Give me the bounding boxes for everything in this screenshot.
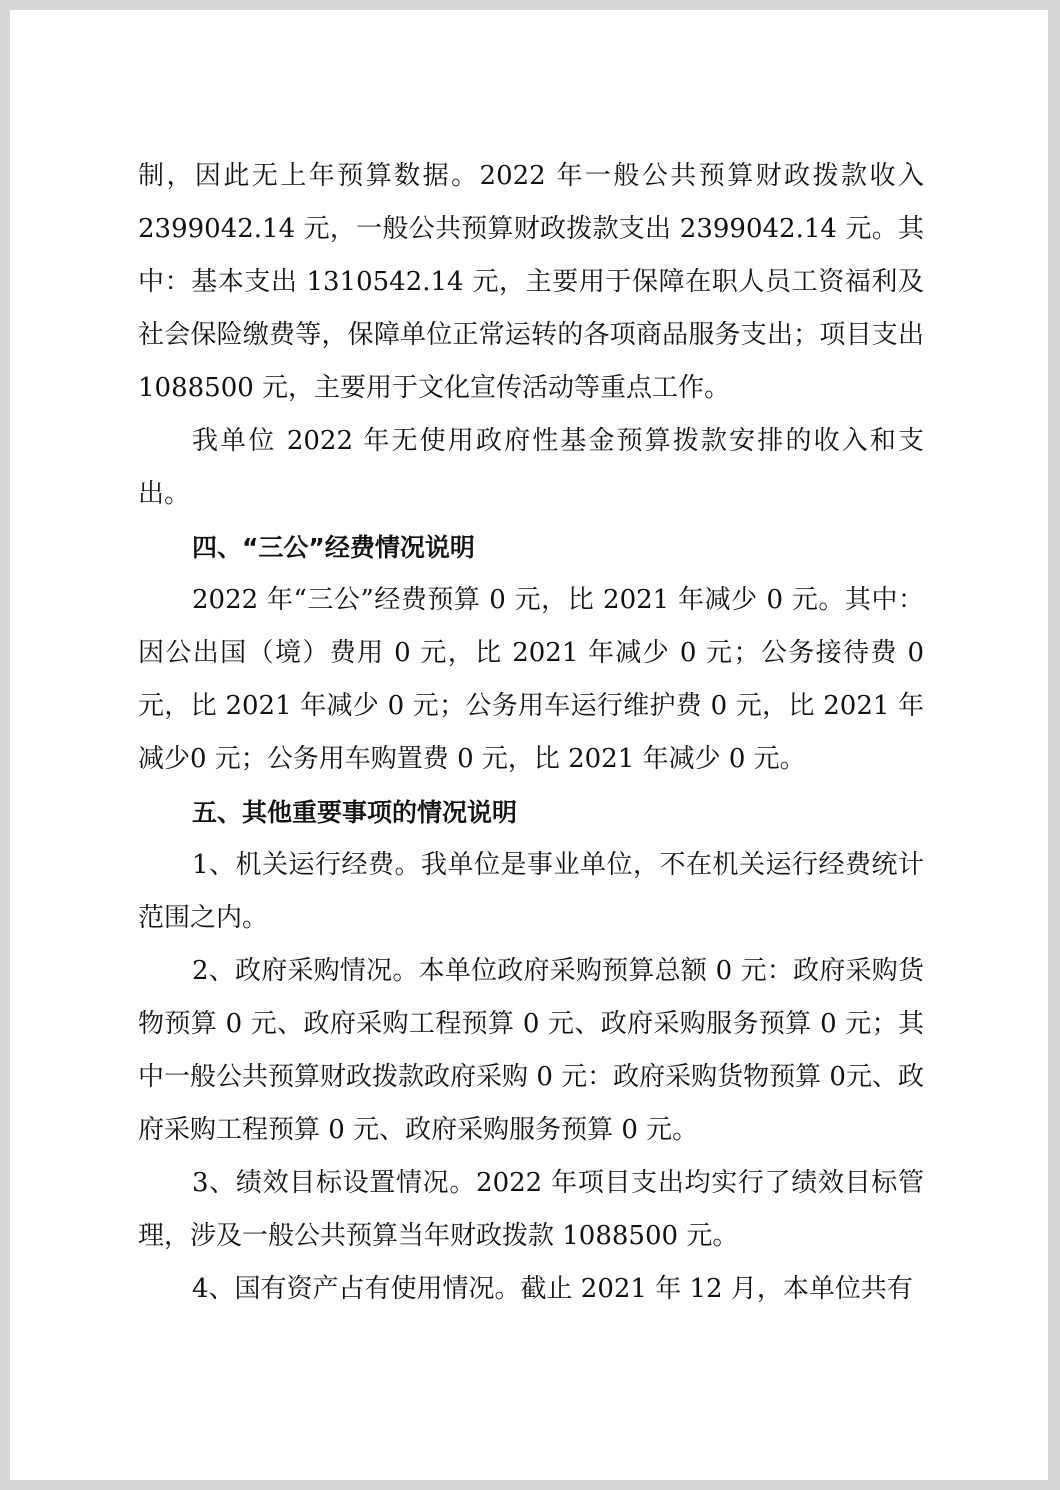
paragraph-government-fund: 我单位 2022 年无使用政府性基金预算拨款安排的收入和支出。: [138, 426, 924, 509]
paragraph-government-procurement: 2、政府采购情况。本单位政府采购预算总额 0 元：政府采购货物预算 0 元、政府采购工程预算 0 元、政府采购服务预算 0 元；其中一般公共预算财政拨款政府采购 0 元：政府采购货物预算 0元、政府采购工程预算 0 元、政府采购服务预算 0 元。: [138, 956, 924, 1145]
section-heading-three-public-expenses: 四、“三公”经费情况说明: [192, 533, 475, 562]
document-page: [10, 10, 1048, 1480]
section-heading-other-matters: 五、其他重要事项的情况说明: [192, 798, 518, 827]
paragraph-agency-operating-costs: 1、机关运行经费。我单位是事业单位，不在机关运行经费统计范围之内。: [138, 850, 924, 933]
paragraph-performance-targets: 3、绩效目标设置情况。2022 年项目支出均实行了绩效目标管理，涉及一般公共预算当年财政拨款 1088500 元。: [138, 1168, 924, 1251]
paragraph-three-public-expenses: 2022 年“三公”经费预算 0 元，比 2021 年减少 0 元。其中：因公出国（境）费用 0 元，比 2021 年减少 0 元；公务接待费 0 元，比 2021 年减少 0 元；公务用车运行维护费 0 元，比 2021 年减少0 元；公务用车购置费 0 元，比 2021 年减少 0 元。: [138, 585, 924, 774]
paragraph-state-assets: 4、国有资产占有使用情况。截止 2021 年 12 月，本单位共有: [192, 1274, 913, 1304]
document-body: [138, 150, 924, 1316]
paragraph-budget-income-expense: 制，因此无上年预算数据。2022 年一般公共预算财政拨款收入2399042.14 元，一般公共预算财政拨款支出 2399042.14 元。其中：基本支出 1310542.14 元，主要用于保障在职人员工资福利及社会保险缴费等，保障单位正常运转的各项商品服务支出；项目支出1088500 元，主要用于文化宣传活动等重点工作。: [138, 161, 924, 403]
